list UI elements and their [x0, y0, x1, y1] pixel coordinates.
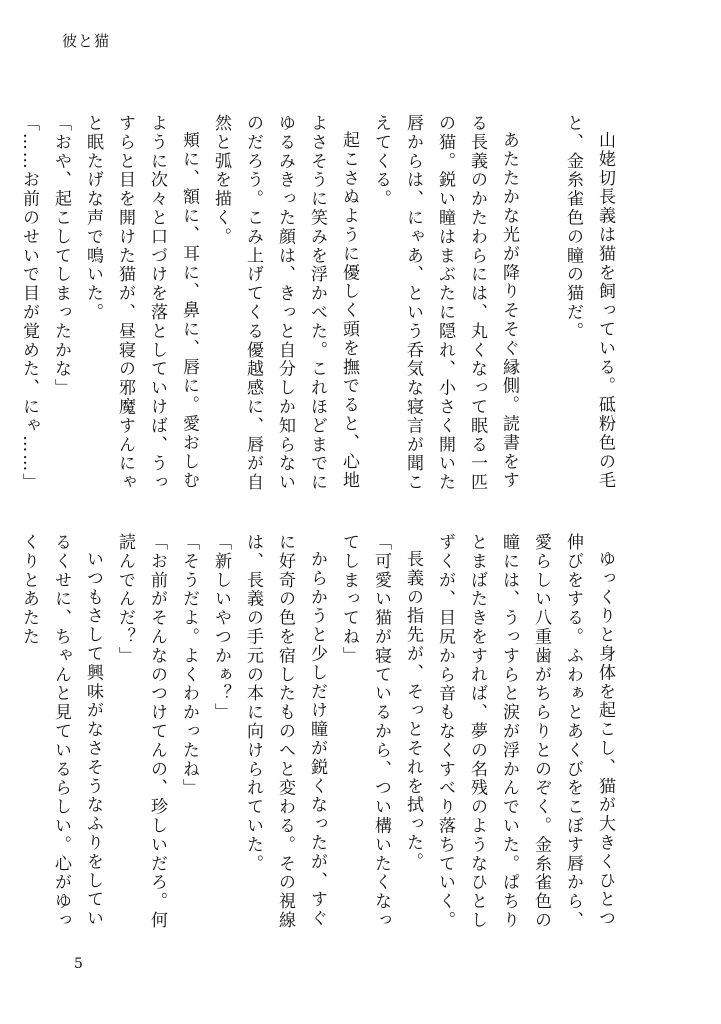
paragraph: 長義の指先が、そっとそれを拭った。 — [403, 550, 423, 872]
dialogue-line: 「可愛い猫が寝ているから、つい構いたくなってしまってね」 — [339, 533, 391, 930]
paragraph: 頬に、額に、耳に、鼻に、唇に。愛おしむように次々と口づけを落としていけば、うっすらと目を開けた猫が、昼寝の邪魔すんにゃと眠たげな声で鳴いた。 — [83, 114, 199, 492]
paragraph: 起こさぬように優しく頭を撫でると、心地よさそうに笑みを浮かべた。これほどまでにゆるみきった顔は、きっと自分しか知らないのだろう。こみ上げてくる優越感に、唇が自然と弧を描く。 — [211, 114, 359, 492]
paragraph: ゆっくりと身体を起こし、猫が大きくひとつ伸びをする。ふわぁとあくびをこぼす唇から、愛らしい八重歯がちらりとのぞく。金糸雀色の瞳には、うっすらと涙が浮かんでいた。ぱちりとまばたきをすれば、夢の名残のようなひとしずくが、目尻から音もなくすべり落ちていく。 — [435, 533, 615, 930]
blank-line — [525, 114, 557, 494]
dialogue-line: 「新しいやつかぁ？」 — [211, 533, 231, 722]
page-number: 5 — [74, 956, 83, 972]
dialogue-line: 「お前がそんなのつけてんの、珍しいだろ。何読んでんだ？」 — [115, 533, 167, 930]
dialogue-line: 「おや、起こしてしまったかな」 — [51, 114, 71, 398]
dialogue-line: 「……お前のせいで目が覚めた、にゃ……」 — [19, 114, 39, 492]
paragraph: 山姥切長義は猫を飼っている。砥粉色の毛と、金糸雀色の瞳の猫だ。 — [563, 114, 615, 491]
top-text-block — [13, 114, 621, 494]
dialogue-line: 「そうだよ。よくわかったね」 — [179, 533, 199, 798]
paragraph: からかうと少しだけ瞳が鋭くなったが、すぐに好奇の色を宿したものへと変わる。その視線は、長義の手元の本に向けられていた。 — [243, 533, 327, 930]
paragraph: いつもさして興味がなさそうなふりをしているくせに、ちゃんと見ているらしい。心がゆっくりとあたた — [19, 533, 103, 930]
paragraph: あたたかな光が降りそそぐ縁側。読書をする長義のかたわらには、丸くなって眠る一匹の猫。鋭い瞳はまぶたに隠れ、小さく開いた唇からは、にゃあ、という呑気な寝言が聞こえてくる。 — [371, 114, 519, 492]
running-header: 彼と猫 — [62, 32, 111, 50]
bottom-text-block — [13, 533, 621, 933]
